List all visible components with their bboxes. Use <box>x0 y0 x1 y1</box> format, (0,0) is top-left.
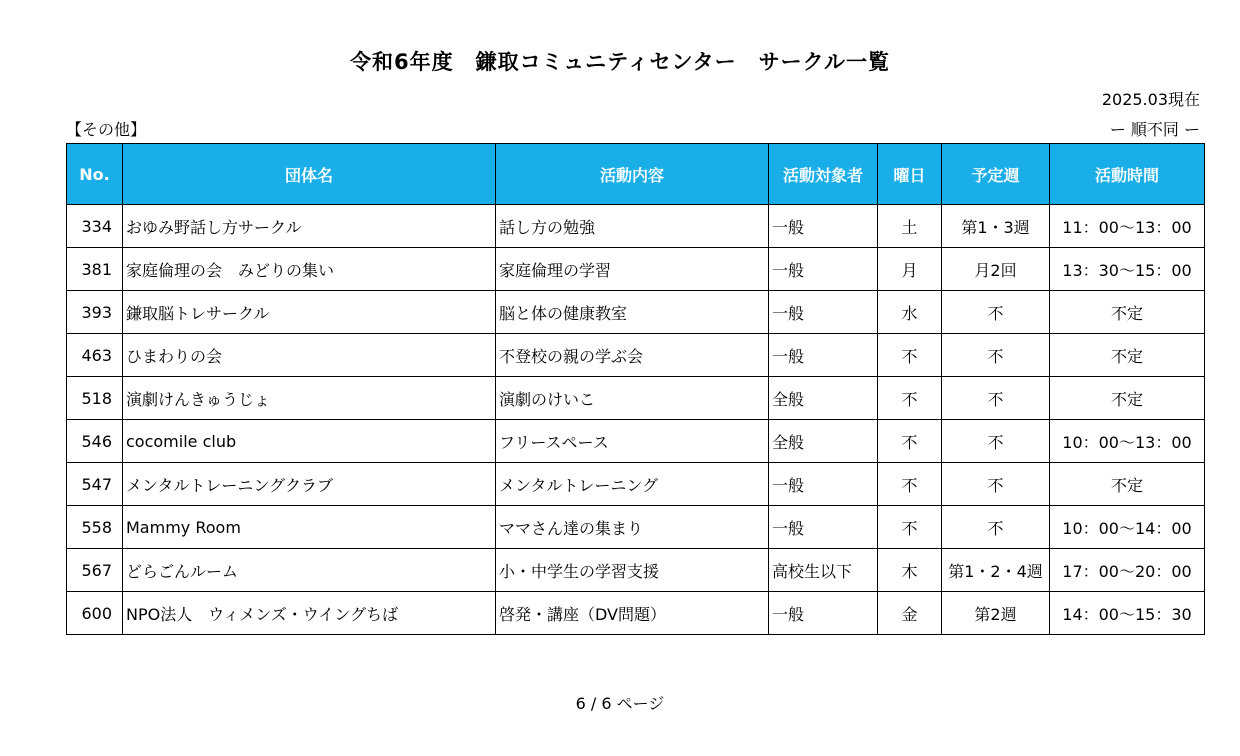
table-row <box>67 334 1205 377</box>
cell-no: 600 <box>67 592 123 635</box>
cell-group-name: 演劇けんきゅうじょ <box>123 377 496 420</box>
document-title: 令和6年度 鎌取コミュニティセンター サークル一覧 <box>349 50 891 74</box>
order-note: ー 順不同 ー <box>1109 120 1200 139</box>
header-activity: 活動内容 <box>496 144 769 205</box>
cell-activity: 話し方の勉強 <box>496 205 769 248</box>
cell-no: 381 <box>67 248 123 291</box>
cell-no: 558 <box>67 506 123 549</box>
cell-week: 第1・3週 <box>942 205 1050 248</box>
cell-activity: 啓発・講座（DV問題） <box>496 592 769 635</box>
cell-no: 547 <box>67 463 123 506</box>
cell-time: 14：00〜15：30 <box>1050 592 1205 635</box>
table-row <box>67 592 1205 635</box>
cell-time: 11：00〜13：00 <box>1050 205 1205 248</box>
category-label: 【その他】 <box>66 120 147 139</box>
cell-no: 334 <box>67 205 123 248</box>
cell-time: 不定 <box>1050 377 1205 420</box>
cell-target: 一般 <box>769 463 878 506</box>
circle-list-table <box>66 143 1205 635</box>
cell-group-name: 家庭倫理の会 みどりの集い <box>123 248 496 291</box>
cell-weekday: 不 <box>878 377 942 420</box>
header-target: 活動対象者 <box>769 144 878 205</box>
table-row <box>67 463 1205 506</box>
header-time: 活動時間 <box>1050 144 1205 205</box>
cell-activity: 不登校の親の学ぶ会 <box>496 334 769 377</box>
cell-weekday: 不 <box>878 420 942 463</box>
cell-time: 不定 <box>1050 463 1205 506</box>
cell-group-name: メンタルトレーニングクラブ <box>123 463 496 506</box>
cell-target: 一般 <box>769 592 878 635</box>
cell-time: 17：00〜20：00 <box>1050 549 1205 592</box>
table-row <box>67 377 1205 420</box>
table-row <box>67 420 1205 463</box>
cell-target: 一般 <box>769 506 878 549</box>
header-week: 予定週 <box>942 144 1050 205</box>
cell-target: 一般 <box>769 248 878 291</box>
cell-activity: 演劇のけいこ <box>496 377 769 420</box>
cell-activity: 家庭倫理の学習 <box>496 248 769 291</box>
cell-activity: 小・中学生の学習支援 <box>496 549 769 592</box>
table-row <box>67 205 1205 248</box>
table-row <box>67 549 1205 592</box>
as-of-date: 2025.03現在 <box>1101 90 1200 109</box>
cell-weekday: 土 <box>878 205 942 248</box>
cell-week: 不 <box>942 420 1050 463</box>
cell-weekday: 木 <box>878 549 942 592</box>
header-weekday: 曜日 <box>878 144 942 205</box>
cell-time: 13：30〜15：00 <box>1050 248 1205 291</box>
cell-weekday: 不 <box>878 463 942 506</box>
cell-group-name: NPO法人 ウィメンズ・ウイングちば <box>123 592 496 635</box>
cell-time: 10：00〜13：00 <box>1050 420 1205 463</box>
page-number: 6 / 6 ページ <box>575 694 665 713</box>
cell-time: 不定 <box>1050 334 1205 377</box>
cell-no: 567 <box>67 549 123 592</box>
cell-target: 一般 <box>769 334 878 377</box>
cell-activity: メンタルトレーニング <box>496 463 769 506</box>
cell-target: 高校生以下 <box>769 549 878 592</box>
cell-week: 第2週 <box>942 592 1050 635</box>
cell-target: 全般 <box>769 377 878 420</box>
cell-week: 不 <box>942 463 1050 506</box>
cell-week: 不 <box>942 377 1050 420</box>
table-row <box>67 291 1205 334</box>
cell-activity: 脳と体の健康教室 <box>496 291 769 334</box>
table-header-row <box>67 144 1205 205</box>
cell-target: 一般 <box>769 291 878 334</box>
cell-activity: ママさん達の集まり <box>496 506 769 549</box>
cell-group-name: ひまわりの会 <box>123 334 496 377</box>
cell-group-name: Mammy Room <box>123 506 496 549</box>
cell-weekday: 月 <box>878 248 942 291</box>
cell-group-name: どらごんルーム <box>123 549 496 592</box>
cell-week: 月2回 <box>942 248 1050 291</box>
header-no: No. <box>67 144 123 205</box>
cell-group-name: おゆみ野話し方サークル <box>123 205 496 248</box>
cell-week: 不 <box>942 506 1050 549</box>
cell-weekday: 不 <box>878 334 942 377</box>
cell-target: 一般 <box>769 205 878 248</box>
cell-weekday: 金 <box>878 592 942 635</box>
table-row <box>67 248 1205 291</box>
cell-group-name: 鎌取脳トレサークル <box>123 291 496 334</box>
cell-no: 393 <box>67 291 123 334</box>
cell-no: 518 <box>67 377 123 420</box>
cell-target: 全般 <box>769 420 878 463</box>
cell-week: 第1・2・4週 <box>942 549 1050 592</box>
cell-no: 463 <box>67 334 123 377</box>
table-row <box>67 506 1205 549</box>
cell-week: 不 <box>942 334 1050 377</box>
cell-time: 10：00〜14：00 <box>1050 506 1205 549</box>
cell-week: 不 <box>942 291 1050 334</box>
cell-group-name: cocomile club <box>123 420 496 463</box>
header-group-name: 団体名 <box>123 144 496 205</box>
cell-weekday: 不 <box>878 506 942 549</box>
cell-activity: フリースペース <box>496 420 769 463</box>
cell-no: 546 <box>67 420 123 463</box>
cell-weekday: 水 <box>878 291 942 334</box>
cell-time: 不定 <box>1050 291 1205 334</box>
